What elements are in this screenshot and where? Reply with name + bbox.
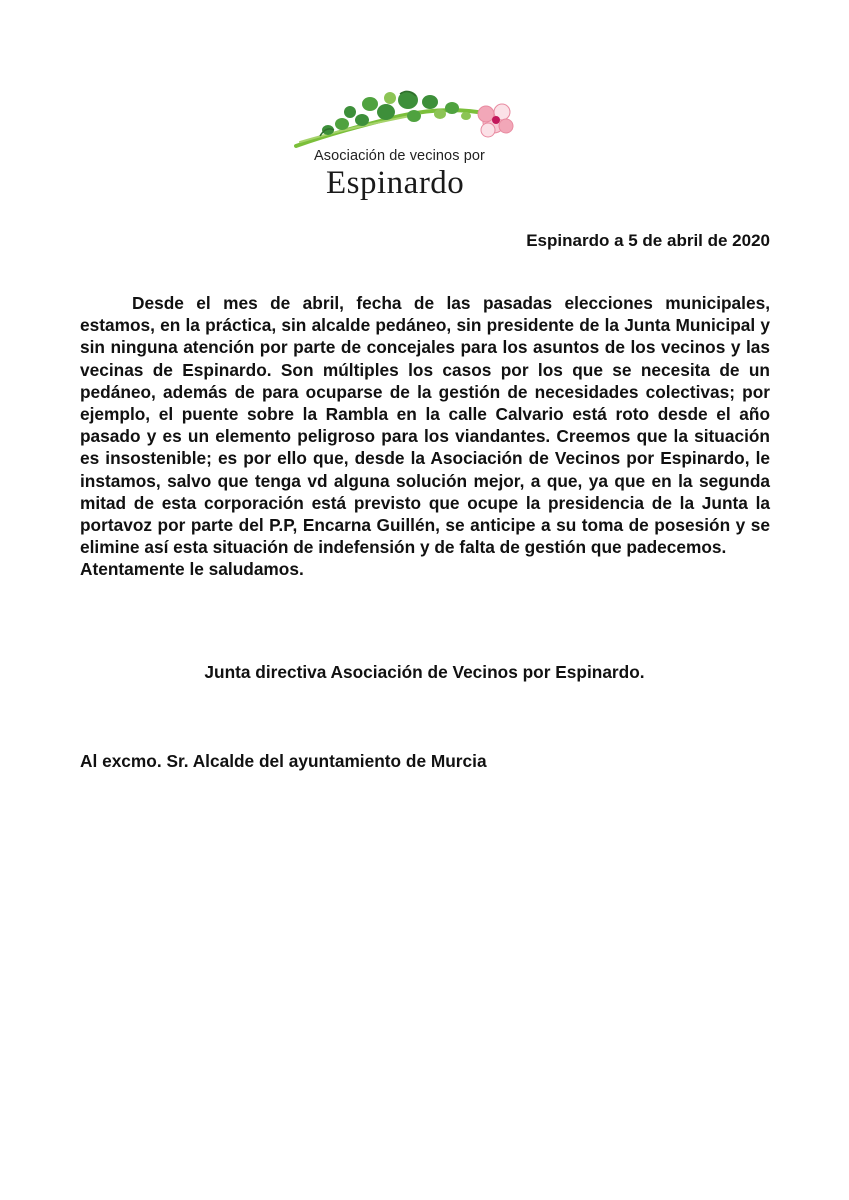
letter-signature: Junta directiva Asociación de Vecinos por Espinardo.: [204, 662, 645, 682]
letter-body: [80, 292, 770, 581]
letter-addressee: Al excmo. Sr. Alcalde del ayuntamiento de Murcia: [80, 751, 487, 771]
logo-espinardo-wordmark: Espinardo: [326, 165, 465, 201]
letter-closing: Atentamente le saludamos.: [80, 559, 304, 580]
letter-paragraph: Desde el mes de abril, fecha de las pasadas elecciones municipales, estamos, en la práctica, sin alcalde pedáneo, sin presidente de la Junta Municipal y sin ninguna atención por parte de concejales para los asuntos de los vecinos y las vecinas de Espinardo. Son múltiples los casos por los que se necesita de un pedáneo, además de para ocuparse de la gestión de necesidades colectivas; por ejemplo, el puente sobre la Rambla en la calle Calvario está roto desde el año pasado y es un elemento peligroso para los viandantes. Creemos que la situación es insostenible; es por ello que, desde la Asociación de Vecinos por Espinardo, le instamos, salvo que tenga vd alguna solución mejor, a que, ya que en la segunda mitad de esta corporación está previsto que ocupe la presidencia de la Junta la portavoz por parte del P.P, Encarna Guillén, se anticipe a su toma de posesión y se elimine así esta situación de indefensión y de falta de gestión que padecemos.: [80, 293, 770, 558]
plant-branch-icon: [290, 86, 530, 150]
letter-date: Espinardo a 5 de abril de 2020: [526, 231, 770, 250]
logo-association-line: Asociación de vecinos por: [314, 148, 485, 164]
association-logo: [290, 86, 530, 206]
